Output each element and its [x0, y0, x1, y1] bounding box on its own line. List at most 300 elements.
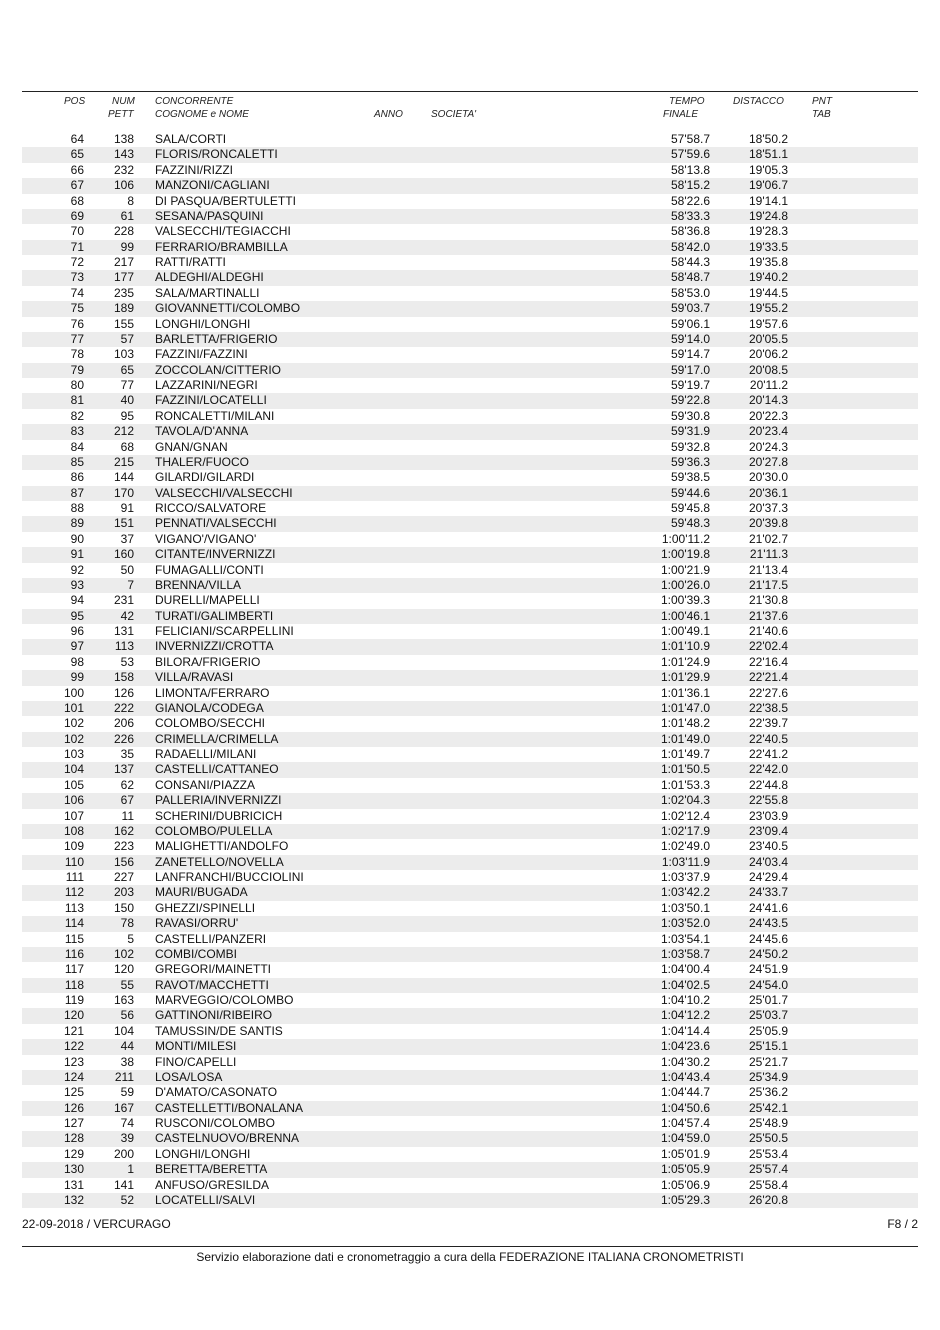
position-cell: 108: [63, 823, 84, 838]
bib-number-cell: 167: [113, 1100, 134, 1115]
final-time-cell: 58'48.7: [671, 270, 710, 285]
competitor-name-cell: GIANOLA/CODEGA: [155, 700, 264, 715]
position-cell: 114: [64, 916, 84, 931]
competitor-name-cell: RATTI/RATTI: [155, 255, 226, 269]
table-row: [22, 809, 918, 824]
final-time-cell: 1:01'29.9: [660, 670, 710, 685]
final-time-cell: 58'22.6: [671, 193, 710, 208]
final-time-cell: 1:01'10.9: [660, 639, 710, 654]
position-cell: 94: [70, 593, 84, 608]
gap-cell: 19'24.8: [749, 208, 788, 223]
final-time-cell: 1:04'14.4: [660, 1023, 710, 1038]
gap-cell: 25'36.2: [749, 1085, 788, 1100]
competitor-name-cell: ZOCCOLAN/CITTERIO: [155, 362, 282, 377]
gap-cell: 25'01.7: [749, 993, 788, 1007]
position-cell: 77: [70, 331, 84, 346]
bib-number-cell: 141: [113, 1177, 134, 1192]
table-row: [22, 240, 918, 255]
gap-cell: 22'16.4: [749, 654, 788, 669]
position-cell: 107: [63, 808, 84, 823]
final-time-cell: 1:01'49.0: [660, 731, 710, 746]
final-time-cell: 1:03'42.2: [660, 885, 710, 900]
competitor-name-cell: BERETTA/BERETTA: [155, 1162, 268, 1177]
final-time-cell: 1:04'44.7: [660, 1085, 710, 1100]
final-time-cell: 58'36.8: [671, 224, 710, 239]
competitor-name-cell: SCHERINI/DUBRICICH: [155, 808, 283, 823]
final-time-cell: 59'03.7: [671, 301, 710, 316]
position-cell: 96: [70, 624, 84, 638]
position-cell: 66: [70, 162, 84, 177]
bib-number-cell: 8: [127, 193, 134, 208]
header-num: NUM: [112, 96, 135, 107]
position-cell: 88: [70, 501, 84, 515]
final-time-cell: 1:01'48.2: [660, 716, 710, 731]
competitor-name-cell: RONCALETTI/MILANI: [155, 408, 275, 423]
competitor-name-cell: GATTINONI/RIBEIRO: [155, 1008, 273, 1023]
gap-cell: 24'51.9: [749, 962, 788, 977]
position-cell: 125: [63, 1085, 84, 1100]
table-row: [22, 286, 918, 301]
final-time-cell: 59'14.0: [671, 331, 710, 346]
final-time-cell: 1:05'06.9: [660, 1177, 710, 1192]
final-time-cell: 1:00'46.1: [660, 608, 710, 623]
header-pett: PETT: [108, 109, 134, 120]
position-cell: 70: [70, 224, 84, 239]
bib-number-cell: 160: [113, 547, 134, 562]
final-time-cell: 1:03'54.1: [660, 931, 710, 946]
gap-cell: 21'40.6: [749, 624, 788, 638]
table-row: [22, 163, 918, 178]
final-time-cell: 1:00'49.1: [660, 624, 710, 638]
gap-cell: 20'05.5: [749, 331, 788, 346]
bib-number-cell: 42: [120, 608, 134, 623]
bib-number-cell: 55: [120, 977, 134, 992]
gap-cell: 20'39.8: [749, 516, 788, 531]
table-row: [22, 132, 918, 147]
bib-number-cell: 226: [113, 731, 134, 746]
table-row: [22, 486, 918, 501]
bib-number-cell: 68: [120, 439, 134, 454]
position-cell: 101: [63, 700, 84, 715]
final-time-cell: 1:04'12.2: [660, 1008, 710, 1023]
position-cell: 99: [70, 670, 84, 685]
gap-cell: 26'20.8: [749, 1192, 788, 1207]
gap-cell: 20'37.3: [749, 501, 788, 515]
bib-number-cell: 189: [113, 301, 134, 316]
table-row: [22, 732, 918, 747]
bib-number-cell: 151: [113, 516, 134, 531]
table-row: [22, 470, 918, 485]
position-cell: 65: [70, 147, 84, 162]
bib-number-cell: 155: [113, 316, 134, 331]
competitor-name-cell: RAVASI/ORRU': [155, 916, 239, 931]
bib-number-cell: 212: [113, 424, 134, 439]
table-row: [22, 147, 918, 162]
gap-cell: 19'28.3: [749, 224, 788, 239]
final-time-cell: 57'58.7: [671, 132, 710, 146]
bib-number-cell: 106: [113, 178, 134, 193]
gap-cell: 20'27.8: [749, 454, 788, 469]
final-time-cell: 1:02'12.4: [660, 808, 710, 823]
final-time-cell: 1:01'53.3: [660, 777, 710, 792]
table-row: [22, 701, 918, 716]
bib-number-cell: 99: [120, 239, 134, 254]
position-cell: 120: [63, 1008, 84, 1023]
position-cell: 115: [64, 931, 84, 946]
competitor-name-cell: CASTELLI/CATTANEO: [155, 762, 279, 777]
bib-number-cell: 228: [113, 224, 134, 239]
bib-number-cell: 5: [127, 931, 134, 946]
gap-cell: 20'23.4: [749, 424, 788, 439]
table-row: [22, 1147, 918, 1162]
table-row: [22, 824, 918, 839]
competitor-name-cell: CITANTE/INVERNIZZI: [155, 547, 276, 562]
competitor-name-cell: FLORIS/RONCALETTI: [155, 147, 278, 162]
competitor-name-cell: RICCO/SALVATORE: [155, 501, 267, 515]
competitor-name-cell: ALDEGHI/ALDEGHI: [155, 270, 264, 285]
competitor-name-cell: CASTELNUOVO/BRENNA: [155, 1131, 300, 1146]
competitor-name-cell: CASTELLI/PANZERI: [155, 931, 267, 946]
bib-number-cell: 35: [120, 747, 134, 761]
header-distacco: DISTACCO: [733, 96, 784, 107]
final-time-cell: 59'17.0: [671, 362, 710, 377]
gap-cell: 20'22.3: [749, 408, 788, 423]
position-cell: 82: [70, 408, 84, 423]
bib-number-cell: 74: [120, 1116, 134, 1130]
position-cell: 105: [63, 777, 84, 792]
gap-cell: 22'55.8: [749, 793, 788, 808]
competitor-name-cell: VIGANO'/VIGANO': [155, 531, 257, 546]
table-row: [22, 609, 918, 624]
final-time-cell: 59'44.6: [671, 485, 710, 500]
position-cell: 95: [70, 608, 84, 623]
competitor-name-cell: BARLETTA/FRIGERIO: [155, 331, 278, 346]
gap-cell: 20'06.2: [749, 347, 788, 362]
competitor-name-cell: LONGHI/LONGHI: [155, 316, 251, 331]
competitor-name-cell: MONTI/MILESI: [155, 1039, 237, 1054]
gap-cell: 23'40.5: [749, 839, 788, 854]
gap-cell: 24'43.5: [749, 916, 788, 931]
competitor-name-cell: COLOMBO/SECCHI: [155, 716, 266, 731]
position-cell: 112: [64, 885, 84, 900]
bib-number-cell: 95: [120, 408, 134, 423]
position-cell: 122: [63, 1039, 84, 1054]
gap-cell: 25'58.4: [749, 1177, 788, 1192]
position-cell: 93: [70, 577, 84, 592]
table-row: [22, 993, 918, 1008]
footer-rule: [22, 1246, 918, 1247]
final-time-cell: 59'45.8: [671, 501, 710, 515]
gap-cell: 19'40.2: [749, 270, 788, 285]
table-row: [22, 962, 918, 977]
competitor-name-cell: CONSANI/PIAZZA: [155, 777, 256, 792]
header-cognome-nome: COGNOME e NOME: [155, 109, 249, 120]
gap-cell: 21'11.3: [749, 547, 788, 562]
final-time-cell: 1:03'11.9: [661, 854, 710, 869]
header-tempo: TEMPO: [669, 96, 705, 107]
gap-cell: 19'35.8: [749, 255, 788, 269]
gap-cell: 22'41.2: [749, 747, 788, 761]
table-row: [22, 224, 918, 239]
competitor-name-cell: DI PASQUA/BERTULETTI: [155, 193, 296, 208]
position-cell: 89: [70, 516, 84, 531]
competitor-name-cell: SESANA/PASQUINI: [155, 208, 264, 223]
gap-cell: 20'11.2: [749, 378, 788, 392]
header-pos: POS: [64, 96, 86, 107]
competitor-name-cell: TURATI/GALIMBERTI: [155, 608, 274, 623]
bib-number-cell: 215: [113, 454, 134, 469]
final-time-cell: 58'53.0: [671, 285, 710, 300]
bib-number-cell: 40: [120, 393, 134, 408]
competitor-name-cell: INVERNIZZI/CROTTA: [155, 639, 274, 654]
competitor-name-cell: SALA/MARTINALLI: [155, 285, 260, 300]
position-cell: 124: [63, 1069, 84, 1084]
competitor-name-cell: FINO/CAPELLI: [155, 1054, 237, 1069]
position-cell: 104: [63, 762, 84, 777]
bib-number-cell: 1: [127, 1162, 134, 1177]
bib-number-cell: 143: [113, 147, 134, 162]
final-time-cell: 59'48.3: [671, 516, 710, 531]
final-time-cell: 1:04'50.6: [660, 1100, 710, 1115]
gap-cell: 25'05.9: [749, 1023, 788, 1038]
position-cell: 102: [63, 716, 84, 731]
gap-cell: 19'33.5: [749, 239, 788, 254]
table-row: [22, 593, 918, 608]
table-row: [22, 1116, 918, 1131]
competitor-name-cell: LIMONTA/FERRARO: [155, 685, 270, 700]
final-time-cell: 1:05'29.3: [660, 1192, 710, 1207]
final-time-cell: 1:04'10.2: [660, 993, 710, 1007]
bib-number-cell: 61: [120, 208, 134, 223]
bib-number-cell: 7: [127, 577, 134, 592]
competitor-name-cell: MAURI/BUGADA: [155, 885, 248, 900]
gap-cell: 22'39.7: [749, 716, 788, 731]
final-time-cell: 1:02'49.0: [660, 839, 710, 854]
bib-number-cell: 126: [113, 685, 134, 700]
table-row: [22, 424, 918, 439]
final-time-cell: 1:02'17.9: [660, 823, 710, 838]
competitor-name-cell: RUSCONI/COLOMBO: [155, 1116, 276, 1130]
final-time-cell: 1:05'01.9: [660, 1146, 710, 1161]
table-row: [22, 1193, 918, 1208]
position-cell: 121: [63, 1023, 84, 1038]
final-time-cell: 59'19.7: [671, 378, 710, 392]
competitor-name-cell: LOSA/LOSA: [155, 1069, 223, 1084]
gap-cell: 25'50.5: [749, 1131, 788, 1146]
bib-number-cell: 104: [113, 1023, 134, 1038]
table-row: [22, 901, 918, 916]
final-time-cell: 1:00'11.2: [661, 531, 710, 546]
final-time-cell: 1:04'00.4: [660, 962, 710, 977]
position-cell: 81: [70, 393, 84, 408]
bib-number-cell: 217: [113, 255, 134, 269]
position-cell: 128: [63, 1131, 84, 1146]
competitor-name-cell: VILLA/RAVASI: [155, 670, 234, 685]
table-row: [22, 655, 918, 670]
position-cell: 129: [63, 1146, 84, 1161]
bib-number-cell: 67: [120, 793, 134, 808]
competitor-name-cell: GILARDI/GILARDI: [155, 470, 255, 485]
bib-number-cell: 162: [113, 823, 134, 838]
gap-cell: 21'13.4: [749, 562, 788, 577]
final-time-cell: 1:03'50.1: [660, 900, 710, 915]
position-cell: 103: [63, 747, 84, 761]
table-row: [22, 409, 918, 424]
competitor-name-cell: TAVOLA/D'ANNA: [155, 424, 249, 439]
competitor-name-cell: FAZZINI/LOCATELLI: [155, 393, 267, 408]
competitor-name-cell: RADAELLI/MILANI: [155, 747, 257, 761]
table-row: [22, 317, 918, 332]
final-time-cell: 1:03'52.0: [660, 916, 710, 931]
table-row: [22, 563, 918, 578]
table-row: [22, 1024, 918, 1039]
competitor-name-cell: LANFRANCHI/BUCCIOLINI: [155, 870, 304, 884]
position-cell: 85: [70, 454, 84, 469]
final-time-cell: 59'22.8: [671, 393, 710, 408]
competitor-name-cell: LAZZARINI/NEGRI: [155, 378, 258, 392]
bib-number-cell: 158: [113, 670, 134, 685]
final-time-cell: 59'30.8: [671, 408, 710, 423]
gap-cell: 18'51.1: [749, 147, 788, 162]
competitor-name-cell: TAMUSSIN/DE SANTIS: [155, 1023, 283, 1038]
bib-number-cell: 103: [113, 347, 134, 362]
gap-cell: 20'24.3: [749, 439, 788, 454]
table-row: [22, 440, 918, 455]
bib-number-cell: 232: [113, 162, 134, 177]
gap-cell: 21'30.8: [749, 593, 788, 608]
table-row: [22, 670, 918, 685]
position-cell: 86: [70, 470, 84, 485]
competitor-name-cell: COLOMBO/PULELLA: [155, 823, 273, 838]
position-cell: 109: [63, 839, 84, 854]
table-row: [22, 516, 918, 531]
position-cell: 91: [70, 547, 84, 562]
table-row: [22, 978, 918, 993]
gap-cell: 24'54.0: [749, 977, 788, 992]
footer-page-number: F8 / 2: [887, 1217, 918, 1231]
gap-cell: 24'33.7: [749, 885, 788, 900]
footer-service-note: Servizio elaborazione dati e cronometraggio a cura della FEDERAZIONE ITALIANA CRONOMETRISTI: [196, 1250, 744, 1264]
table-row: [22, 686, 918, 701]
table-row: [22, 455, 918, 470]
competitor-name-cell: PENNATI/VALSECCHI: [155, 516, 277, 531]
competitor-name-cell: PALLERIA/INVERNIZZI: [155, 793, 282, 808]
gap-cell: 25'42.1: [749, 1100, 788, 1115]
table-row: [22, 885, 918, 900]
table-row: [22, 255, 918, 270]
position-cell: 123: [63, 1054, 84, 1069]
position-cell: 100: [63, 685, 84, 700]
final-time-cell: 1:00'39.3: [660, 593, 710, 608]
final-time-cell: 1:01'36.1: [660, 685, 710, 700]
bib-number-cell: 163: [113, 993, 134, 1007]
bib-number-cell: 102: [113, 946, 134, 961]
final-time-cell: 59'38.5: [671, 470, 710, 485]
gap-cell: 22'42.0: [749, 762, 788, 777]
position-cell: 68: [70, 193, 84, 208]
gap-cell: 19'14.1: [749, 193, 788, 208]
gap-cell: 19'06.7: [749, 178, 788, 193]
competitor-name-cell: LONGHI/LONGHI: [155, 1146, 251, 1161]
header-tab: TAB: [812, 109, 831, 120]
final-time-cell: 1:03'37.9: [660, 870, 710, 884]
position-cell: 76: [70, 316, 84, 331]
table-row: [22, 747, 918, 762]
final-time-cell: 59'14.7: [671, 347, 710, 362]
final-time-cell: 1:01'24.9: [660, 654, 710, 669]
competitor-name-cell: FERRARIO/BRAMBILLA: [155, 239, 288, 254]
gap-cell: 18'50.2: [749, 132, 788, 146]
position-cell: 67: [70, 178, 84, 193]
position-cell: 79: [70, 362, 84, 377]
table-row: [22, 532, 918, 547]
competitor-name-cell: VALSECCHI/TEGIACCHI: [155, 224, 291, 239]
position-cell: 117: [64, 962, 84, 977]
position-cell: 132: [63, 1192, 84, 1207]
bib-number-cell: 113: [114, 639, 134, 654]
final-time-cell: 1:04'43.4: [660, 1069, 710, 1084]
table-row: [22, 393, 918, 408]
gap-cell: 19'57.6: [749, 316, 788, 331]
gap-cell: 24'41.6: [749, 900, 788, 915]
table-row: [22, 870, 918, 885]
bib-number-cell: 211: [114, 1069, 134, 1084]
competitor-name-cell: MARVEGGIO/COLOMBO: [155, 993, 294, 1007]
table-row: [22, 639, 918, 654]
bib-number-cell: 222: [113, 700, 134, 715]
bib-number-cell: 235: [113, 285, 134, 300]
final-time-cell: 1:00'26.0: [660, 577, 710, 592]
competitor-name-cell: ANFUSO/GRESILDA: [155, 1177, 270, 1192]
position-cell: 71: [70, 239, 84, 254]
bib-number-cell: 170: [113, 485, 134, 500]
gap-cell: 24'03.4: [749, 854, 788, 869]
competitor-name-cell: COMBI/COMBI: [155, 946, 238, 961]
gap-cell: 20'14.3: [749, 393, 788, 408]
final-time-cell: 58'42.0: [671, 239, 710, 254]
gap-cell: 22'02.4: [749, 639, 788, 654]
table-row: [22, 347, 918, 362]
position-cell: 97: [70, 639, 84, 654]
final-time-cell: 1:04'02.5: [660, 977, 710, 992]
footer-date-place: 22-09-2018 / VERCURAGO: [22, 1217, 171, 1231]
final-time-cell: 1:03'58.7: [660, 946, 710, 961]
table-row: [22, 1055, 918, 1070]
final-time-cell: 57'59.6: [671, 147, 710, 162]
bib-number-cell: 78: [120, 916, 134, 931]
competitor-name-cell: VALSECCHI/VALSECCHI: [155, 485, 293, 500]
bib-number-cell: 44: [120, 1039, 134, 1054]
gap-cell: 24'29.4: [749, 870, 788, 884]
bib-number-cell: 231: [113, 593, 134, 608]
final-time-cell: 59'36.3: [671, 454, 710, 469]
gap-cell: 20'08.5: [749, 362, 788, 377]
table-row: [22, 916, 918, 931]
competitor-name-cell: FAZZINI/FAZZINI: [155, 347, 248, 362]
final-time-cell: 1:00'19.8: [660, 547, 710, 562]
table-row: [22, 1070, 918, 1085]
table-row: [22, 716, 918, 731]
position-cell: 98: [70, 654, 84, 669]
table-row: [22, 932, 918, 947]
header-finale: FINALE: [663, 109, 699, 120]
competitor-name-cell: GREGORI/MAINETTI: [155, 962, 272, 977]
gap-cell: 22'44.8: [749, 777, 788, 792]
final-time-cell: 1:00'21.9: [660, 562, 710, 577]
competitor-name-cell: THALER/FUOCO: [155, 454, 250, 469]
final-time-cell: 59'06.1: [671, 316, 710, 331]
table-row: [22, 1008, 918, 1023]
